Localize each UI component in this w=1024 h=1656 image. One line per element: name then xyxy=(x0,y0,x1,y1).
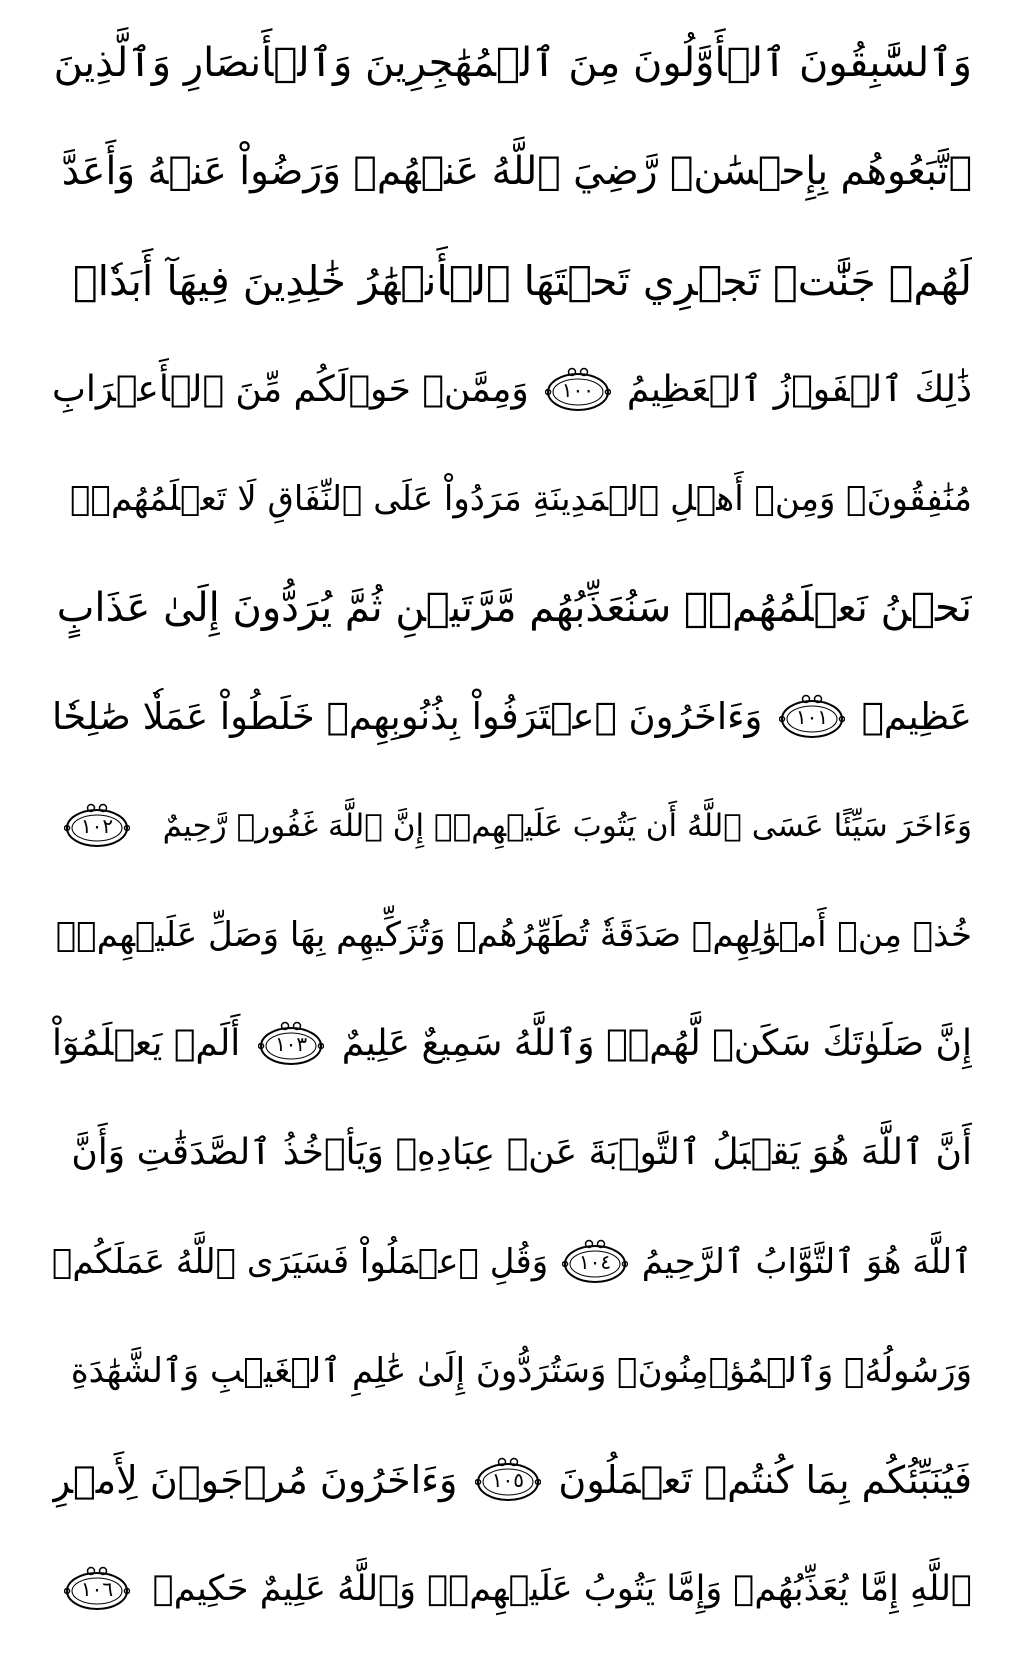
verse-line-12 xyxy=(52,1219,972,1305)
verse-text: وَءَاخَرُونَ ٱعۡتَرَفُواْ بِذُنُوبِهِمۡ خَلَطُواْ عَمَلٗا صَٰلِحٗا xyxy=(52,695,763,738)
ayah-number: ١٠٠ xyxy=(561,378,594,402)
ayah-number-marker xyxy=(779,694,845,740)
verse-text: وَٱلسَّٰبِقُونَ ٱلۡأَوَّلُونَ مِنَ ٱلۡمُهَٰجِرِينَ وَٱلۡأَنصَارِ وَٱلَّذِينَ xyxy=(53,40,972,86)
verse-text: إِنَّ صَلَوٰتَكَ سَكَنٞ لَّهُمۡۗ وَٱللَّهُ سَمِيعٌ عَلِيمٌ xyxy=(341,1023,972,1064)
ayah-number: ١٠٣ xyxy=(274,1032,308,1056)
verse-text: أَلَمۡ يَعۡلَمُوٓاْ xyxy=(52,1023,241,1064)
verse-line-15 xyxy=(52,1546,972,1632)
verse-text: ٱللَّهِ إِمَّا يُعَذِّبُهُمۡ وَإِمَّا يَتُوبُ عَلَيۡهِمۡۗ وَٱللَّهُ عَلِيمٌ حَكِيمٞ xyxy=(152,1569,972,1609)
verse-line-11 xyxy=(52,1110,972,1196)
ayah-number: ١٠٥ xyxy=(491,1468,525,1492)
verse-line-8 xyxy=(52,783,972,869)
verse-line-5 xyxy=(52,456,972,542)
verse-text: وَرَسُولُهُۥ وَٱلۡمُؤۡمِنُونَۖ وَسَتُرَدُّونَ إِلَىٰ عَٰلِمِ ٱلۡغَيۡبِ وَٱلشَّهَٰدَةِ xyxy=(70,1351,972,1391)
verse-text: ذَٰلِكَ ٱلۡفَوۡزُ ٱلۡعَظِيمُ xyxy=(626,369,972,410)
verse-line-3 xyxy=(52,238,972,324)
verse-text: نَحۡنُ نَعۡلَمُهُمۡۚ سَنُعَذِّبُهُم مَّرَّتَيۡنِ ثُمَّ يُرَدُّونَ إِلَىٰ عَذَابٍ xyxy=(56,585,972,631)
verse-text: خُذۡ مِنۡ أَمۡوَٰلِهِمۡ صَدَقَةٗ تُطَهِّرُهُمۡ وَتُزَكِّيهِم بِهَا وَصَلِّ عَلَيۡهِمۡۖ xyxy=(55,915,972,955)
verse-text: أَنَّ ٱللَّهَ هُوَ يَقۡبَلُ ٱلتَّوۡبَةَ عَنۡ عِبَادِهِۦ وَيَأۡخُذُ ٱلصَّدَقَٰتِ وَأَنَّ xyxy=(71,1132,972,1173)
ayah-number: ١٠٤ xyxy=(578,1250,612,1274)
verse-line-6 xyxy=(52,565,972,651)
verse-text: وَءَاخَرُونَ مُرۡجَوۡنَ لِأَمۡرِ xyxy=(52,1458,458,1502)
verse-line-2 xyxy=(52,129,972,215)
verse-line-14 xyxy=(52,1437,972,1523)
ayah-number: ١٠٦ xyxy=(80,1577,114,1601)
verse-line-7 xyxy=(52,674,972,760)
verse-text: ٱللَّهَ هُوَ ٱلتَّوَّابُ ٱلرَّحِيمُ xyxy=(641,1242,972,1282)
ayah-number-marker xyxy=(64,803,130,849)
ayah-number-marker xyxy=(562,1239,628,1285)
ayah-number-marker xyxy=(475,1457,541,1503)
verse-text: مُنَٰفِقُونَۖ وَمِنۡ أَهۡلِ ٱلۡمَدِينَةِ مَرَدُواْ عَلَى ٱلنِّفَاقِ لَا تَعۡلَمُهُمۡۖ xyxy=(70,479,972,519)
verse-line-1 xyxy=(52,20,972,106)
verse-line-4 xyxy=(52,347,972,433)
verse-text: فَيُنَبِّئُكُم بِمَا كُنتُمۡ تَعۡمَلُونَ xyxy=(558,1458,972,1502)
verse-text: وَمِمَّنۡ حَوۡلَكُم مِّنَ ٱلۡأَعۡرَابِ xyxy=(52,369,529,410)
verse-text: وَقُلِ ٱعۡمَلُواْ فَسَيَرَى ٱللَّهُ عَمَلَكُمۡ xyxy=(52,1242,549,1282)
verse-text: لَهُمۡ جَنَّٰتٖ تَجۡرِي تَحۡتَهَا ٱلۡأَنۡهَٰرُ خَٰلِدِينَ فِيهَآ أَبَدٗاۚ xyxy=(73,257,972,305)
verse-line-10 xyxy=(52,1001,972,1087)
ayah-number-marker xyxy=(545,367,611,413)
verse-text: وَءَاخَرَ سَيِّئًا عَسَى ٱللَّهُ أَن يَتُوبَ عَلَيۡهِمۡۚ إِنَّ ٱللَّهَ غَفُورٞ رَّحِيمٌ xyxy=(162,808,972,844)
verse-text: ٱتَّبَعُوهُم بِإِحۡسَٰنٖ رَّضِيَ ٱللَّهُ عَنۡهُمۡ وَرَضُواْ عَنۡهُ وَأَعَدَّ xyxy=(61,149,972,194)
ayah-number-marker xyxy=(64,1566,130,1612)
verse-line-13 xyxy=(52,1328,972,1414)
ayah-number: ١٠١ xyxy=(795,705,829,729)
verse-text: عَظِيمٖ xyxy=(861,695,972,738)
verse-line-9 xyxy=(52,892,972,978)
ayah-number-marker xyxy=(258,1021,324,1067)
ayah-number: ١٠٢ xyxy=(80,814,114,838)
